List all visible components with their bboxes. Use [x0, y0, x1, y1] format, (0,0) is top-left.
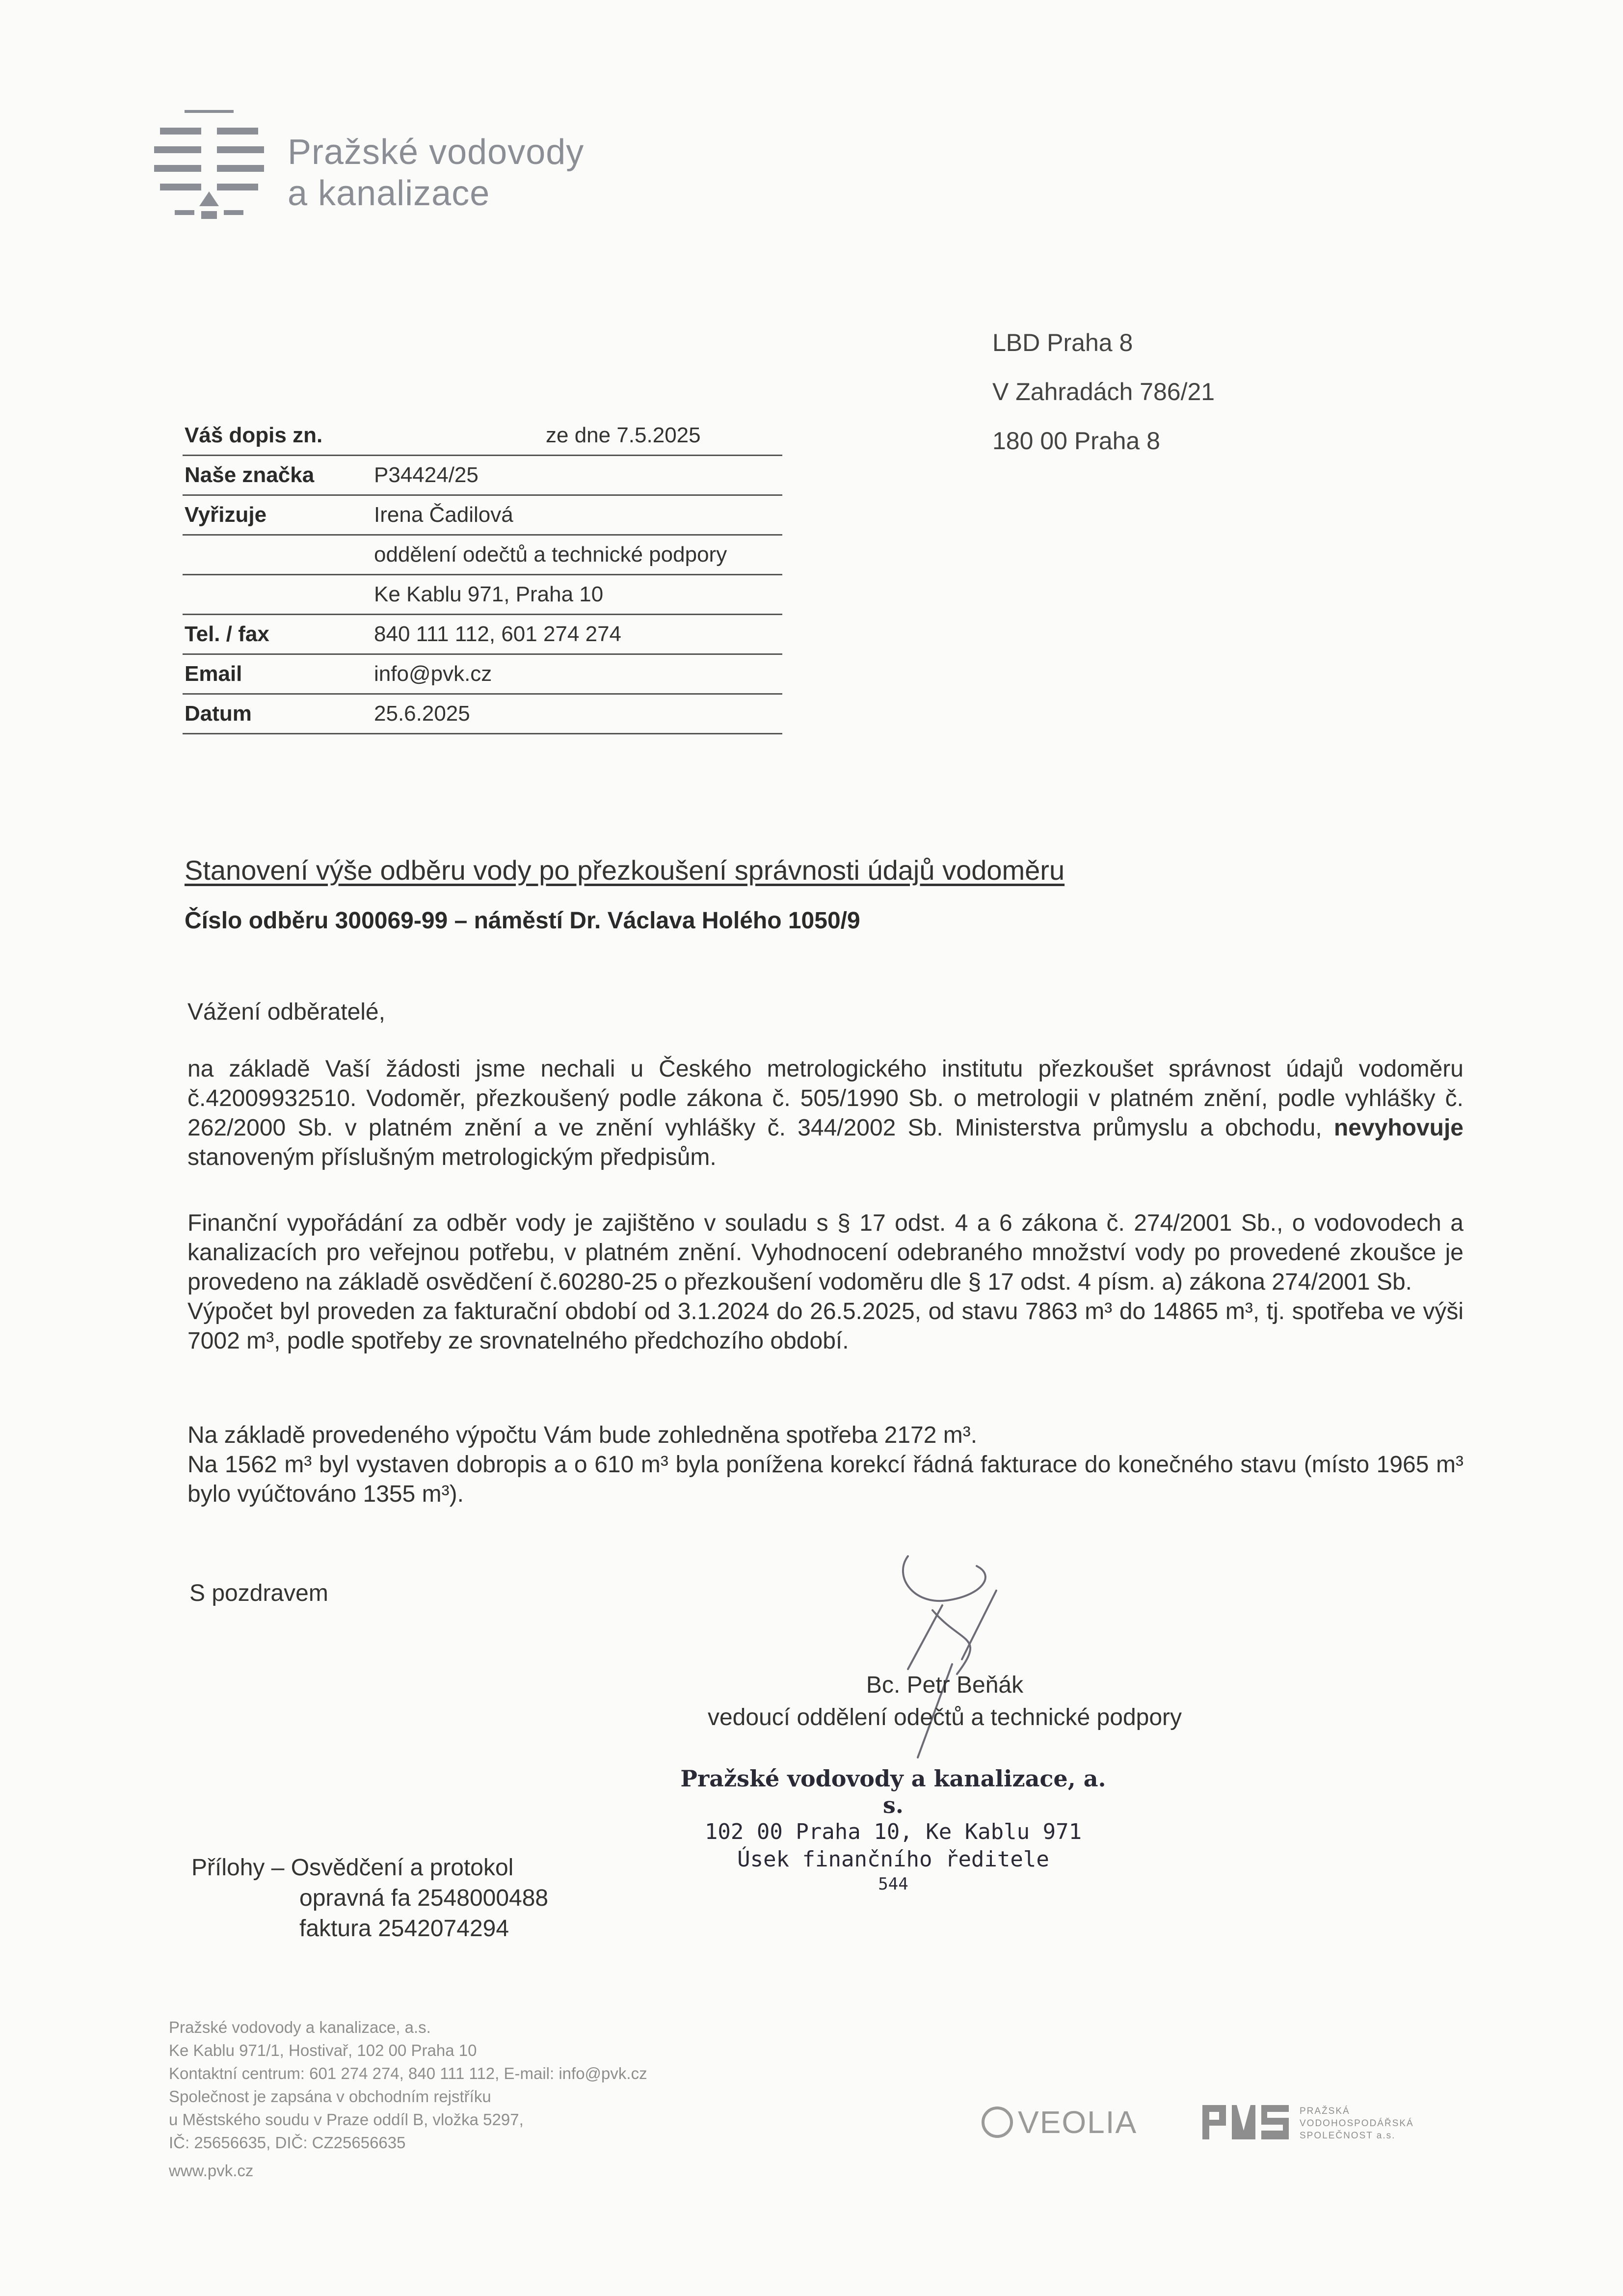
ze-dne-value: ze dne 7.5.2025 [546, 423, 701, 447]
body-paragraph-2 [187, 1209, 1463, 1356]
pvs-line: SPOLEČNOST a.s. [1300, 2131, 1396, 2141]
p1-bold: nevyhovuje [1333, 1115, 1463, 1141]
datum-label: Datum [185, 702, 252, 726]
greeting: S pozdravem [189, 1580, 328, 1606]
signer-block [638, 1669, 1251, 1734]
reference-table [183, 416, 782, 734]
ref-row-nase-znacka [183, 456, 782, 496]
footer-line: Ke Kablu 971/1, Hostivař, 102 00 Praha 10 [169, 2041, 477, 2059]
salutation: Vážení odběratelé, [187, 999, 385, 1025]
tel-value: 840 111 112, 601 274 274 [374, 622, 622, 646]
stamp-line-4: 544 [878, 1874, 908, 1894]
p1-end: stanoveným příslušným metrologickým předpisům. [187, 1144, 717, 1170]
pvs-logo-icon [1202, 2101, 1291, 2146]
footer-line: Společnost je zapsána v obchodním rejstříku [169, 2087, 491, 2106]
ref-row-datum [183, 695, 782, 734]
recipient-street: V Zahradách 786/21 [992, 378, 1215, 405]
adresa-value: Ke Kablu 971, Praha 10 [374, 582, 604, 606]
recipient-city: 180 00 Praha 8 [992, 427, 1160, 455]
pvs-text [1300, 2105, 1414, 2142]
p1-start: na základě Vaší žádosti jsme nechali u Českého metrologického institutu přezkoušet správnost údajů vodoměru č.42009932510. Vodoměr, přezkoušený podle zákona č. 505/1990 Sb. o metrologii v platném znění, podle vyhlášky č. 262/2000 Sb. v platném znění a ve znění vyhlášky č. 344/2002 Sb. Ministerstva průmyslu a obchodu, [187, 1056, 1463, 1141]
subject-title: Stanovení výše odběru vody po přezkoušení správnosti údajů vodoměru [185, 855, 1065, 886]
p3-text: Na základě provedeného výpočtu Vám bude zohledněna spotřeba 2172 m³. [187, 1422, 978, 1448]
vyrizuje-label: Vyřizuje [185, 503, 267, 527]
signer-name: Bc. Petr Beňák [866, 1672, 1024, 1698]
attachments [191, 1853, 548, 1944]
datum-value: 25.6.2025 [374, 702, 470, 726]
stamp-line-1: Pražské vodovody a kanalizace, a. s. [680, 1765, 1106, 1818]
signature-icon [834, 1546, 1090, 1772]
stamp-line-2: 102 00 Praha 10, Ke Kablu 971 [704, 1819, 1082, 1844]
attachment-item-2: opravná fa 2548000488 [299, 1885, 549, 1911]
email-value: info@pvk.cz [374, 662, 492, 686]
recipient-name: LBD Praha 8 [992, 329, 1133, 356]
signer-title: vedoucí oddělení odečtů a technické podpory [707, 1704, 1182, 1730]
pvs-line: VODOHOSPODÁŘSKÁ [1300, 2118, 1414, 2129]
p3b-text: Na 1562 m³ byl vystaven dobropis a o 610 m³ byla ponížena korekcí řádná fakturace do konečného stavu (místo 1965 m³ bylo vyúčtováno 1355 m³). [187, 1452, 1463, 1507]
ref-row-oddeleni [183, 536, 782, 575]
ref-row-email [183, 655, 782, 695]
footer-line: Kontaktní centrum: 601 274 274, 840 111 112, E-mail: info@pvk.cz [169, 2064, 647, 2082]
veolia-text: VEOLIA [1018, 2105, 1138, 2140]
footer [169, 2016, 647, 2182]
subject-odber: Číslo odběru 300069-99 – náměstí Dr. Václava Holého 1050/9 [185, 908, 860, 934]
vyrizuje-value: Irena Čadilová [374, 503, 513, 527]
pvs-line: PRAŽSKÁ [1300, 2106, 1350, 2116]
oddeleni-value: oddělení odečtů a technické podpory [374, 542, 727, 567]
footer-line: u Městského soudu v Praze oddíl B, vložka 5297, [169, 2110, 524, 2129]
logo-line-2: a kanalizace [288, 174, 490, 213]
nase-znacka-value: P34424/25 [374, 463, 479, 487]
veolia-ring-icon [982, 2107, 1013, 2138]
logo-line-1: Pražské vodovody [288, 133, 585, 172]
veolia-logo [982, 2104, 1137, 2140]
body-paragraph-3 [187, 1421, 1463, 1509]
ref-row-tel [183, 615, 782, 655]
p2-text: Finanční vypořádání za odběr vody je zajištěno v souladu s § 17 odst. 4 a 6 zákona č. 274/2001 Sb., o vodovodech a kanalizacích pro veřejnou potřebu, v platném znění. Vyhodnocení odebraného množství vody po provedené zkoušce je provedeno na základě osvědčení č.60280-25 o přezkoušení vodoměru dle § 17 odst. 4 písm. a) zákona 274/2001 Sb. [187, 1210, 1463, 1295]
footer-line: IČ: 25656635, DIČ: CZ25656635 [169, 2134, 406, 2152]
nase-znacka-label: Naše značka [185, 463, 315, 487]
recipient-address [992, 318, 1215, 465]
p2b-text: Výpočet byl proveden za fakturační období od 3.1.2024 do 26.5.2025, od stavu 7863 m³ do 14865 m³, tj. spotřeba ve výši 7002 m³, podle spotřeby ze srovnatelného předchozího období. [187, 1298, 1463, 1354]
stamp-line-3: Úsek finančního ředitele [737, 1847, 1049, 1872]
ref-row-vas-dopis [183, 416, 782, 456]
vas-dopis-label: Váš dopis zn. [185, 423, 323, 447]
email-label: Email [185, 662, 242, 686]
body-paragraph-1 [187, 1054, 1463, 1172]
footer-line: www.pvk.cz [169, 2161, 254, 2180]
ref-row-adresa [183, 575, 782, 615]
attachments-label: Přílohy – Osvědčení a protokol [191, 1855, 514, 1881]
attachment-item-3: faktura 2542074294 [299, 1916, 509, 1942]
logo-text [288, 132, 584, 214]
tel-label: Tel. / fax [185, 622, 269, 646]
pvk-logo-icon [150, 103, 268, 231]
company-stamp [677, 1765, 1109, 1894]
footer-line: Pražské vodovody a kanalizace, a.s. [169, 2018, 431, 2036]
ref-row-vyrizuje [183, 496, 782, 536]
